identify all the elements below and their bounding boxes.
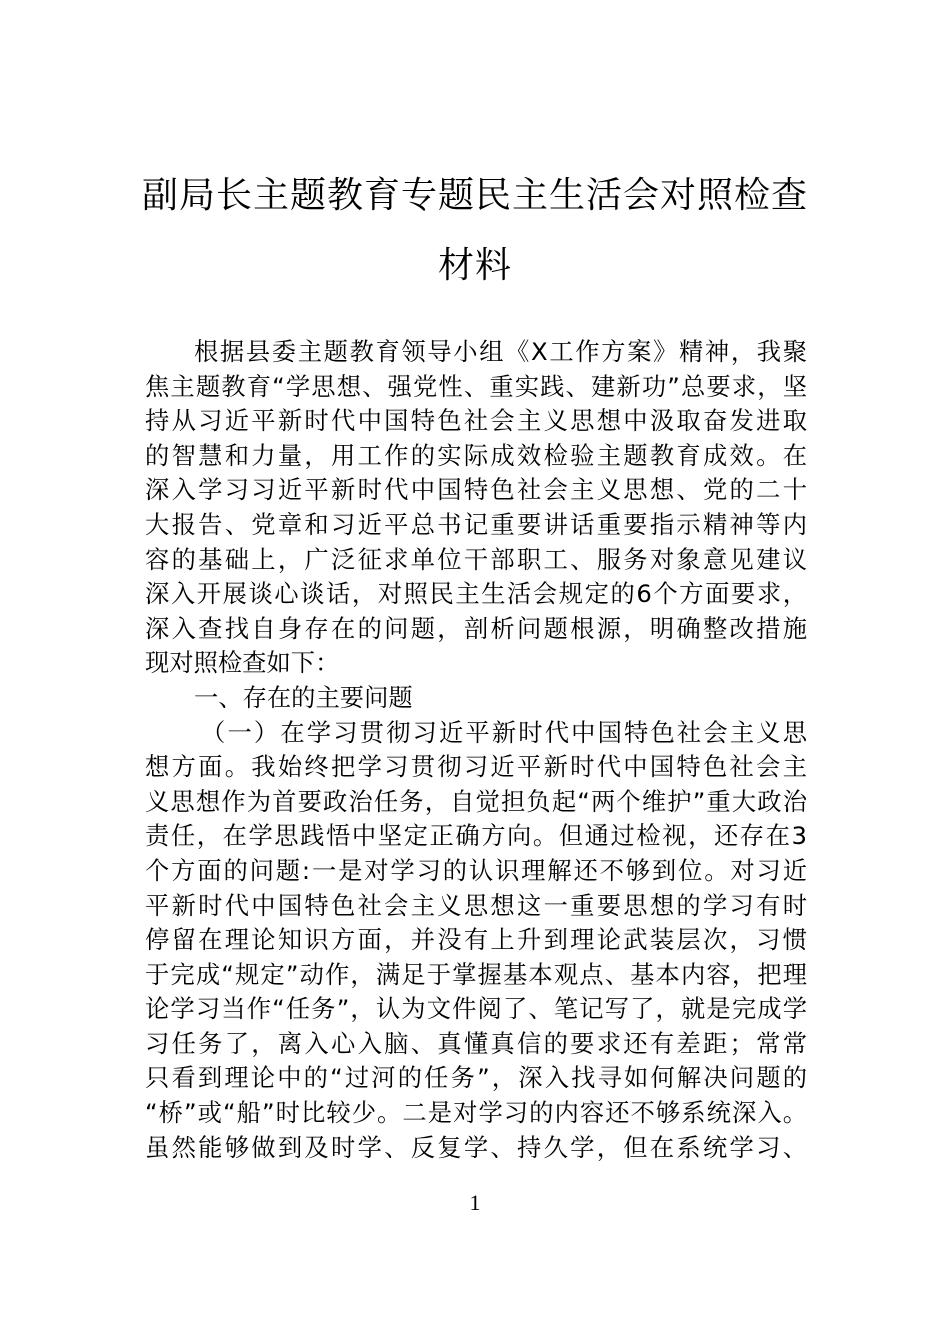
paragraph-intro-line: 焦主题教育“学思想、强党性、重实践、建新功”总要求，坚 — [145, 371, 807, 401]
subsection-body-line: 习任务了，离入心入脑、真懂真信的要求还有差距；常常 — [145, 1028, 807, 1058]
subsection-body-line: 责任，在学思践悟中坚定正确方向。但通过检视，还存在3 — [145, 821, 807, 851]
paragraph-intro-line: 深入开展谈心谈话，对照民主生活会规定的6个方面要求， — [145, 579, 807, 609]
subsection-body-line: 于完成“规定”动作，满足于掌握基本观点、基本内容，把理 — [145, 959, 807, 989]
paragraph-intro-line: 深入查找自身存在的问题，剖析问题根源，明确整改措施 — [145, 613, 807, 643]
subsection-body-line: “桥”或“船”时比较少。二是对学习的内容还不够系统深入。 — [145, 1098, 807, 1128]
subsection-body-line: 停留在理论知识方面，并没有上升到理论武装层次，习惯 — [145, 925, 807, 955]
paragraph-intro-line: 持从习近平新时代中国特色社会主义思想中汲取奋发进取 — [145, 406, 807, 436]
document-title-line-2: 材料 — [437, 245, 512, 286]
subsection-body-line: 平新时代中国特色社会主义思想这一重要思想的学习有时 — [145, 890, 807, 920]
subsection-body-line: 虽然能够做到及时学、反复学、持久学，但在系统学习、 — [145, 1132, 807, 1162]
paragraph-intro-line: 容的基础上，广泛征求单位干部职工、服务对象意见建议 — [145, 544, 807, 574]
subsection-heading-1-line: （一）在学习贯彻习近平新时代中国特色社会主义思 — [201, 717, 807, 747]
subsection-body-line: 个方面的问题:一是对学习的认识理解还不够到位。对习近 — [145, 855, 807, 885]
section-heading-1: 一、存在的主要问题 — [194, 682, 413, 712]
paragraph-intro-line: 根据县委主题教育领导小组《X工作方案》精神，我聚 — [194, 337, 807, 366]
paragraph-intro-line: 大报告、党章和习近平总书记重要讲话重要指示精神等内 — [145, 509, 807, 539]
document-title-line-1: 副局长主题教育专题民主生活会对照检查 — [141, 175, 808, 216]
subsection-body-line: 想方面。我始终把学习贯彻习近平新时代中国特色社会主 — [145, 752, 807, 782]
subsection-body-line: 义思想作为首要政治任务，自觉担负起“两个维护”重大政治 — [145, 786, 807, 816]
subsection-body-line: 论学习当作“任务”，认为文件阅了、笔记写了，就是完成学 — [145, 994, 807, 1024]
page-number: 1 — [469, 1190, 481, 1215]
document-body — [145, 335, 807, 1165]
paragraph-intro-line: 现对照检查如下： — [145, 648, 340, 678]
paragraph-intro-line: 的智慧和力量，用工作的实际成效检验主题教育成效。在 — [145, 440, 807, 470]
paragraph-intro-line: 深入学习习近平新时代中国特色社会主义思想、党的二十 — [145, 475, 807, 505]
subsection-body-line: 只看到理论中的“过河的任务”，深入找寻如何解决问题的 — [145, 1063, 807, 1093]
